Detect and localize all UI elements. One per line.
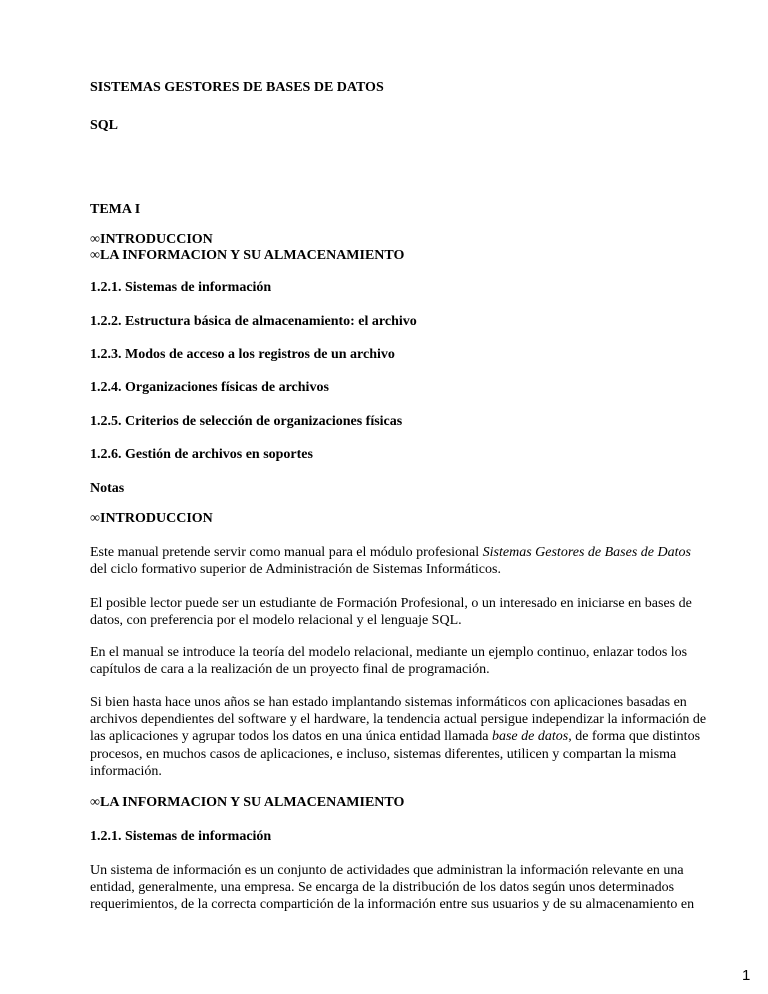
paragraph: En el manual se introduce la teoría del modelo relacional, mediante un ejemplo continuo, enlazar todos los capítulos de cara a la realización de un proyecto final de programación. <box>90 645 688 678</box>
toc-subitem[interactable]: 1.2.4. Organizaciones físicas de archivos <box>90 380 329 395</box>
paragraph: El posible lector puede ser un estudiante de Formación Profesional, o un interesado en iniciarse en bases de datos, con preferencia por el modelo relacional y el lenguaje SQL. <box>90 596 692 629</box>
bullet-icon: ∞ <box>90 795 100 810</box>
section-heading-informacion: ∞LA INFORMACION Y SU ALMACENAMIENTO <box>90 795 405 810</box>
subsection-heading: 1.2.1. Sistemas de información <box>90 829 272 844</box>
toc-item-informacion[interactable]: ∞LA INFORMACION Y SU ALMACENAMIENTO <box>90 248 405 263</box>
toc-item-introduccion[interactable]: ∞INTRODUCCION <box>90 232 213 247</box>
toc-subitem[interactable]: 1.2.5. Criterios de selección de organizaciones físicas <box>90 414 403 429</box>
page-number: 1 <box>742 967 751 984</box>
bullet-icon: ∞ <box>90 232 100 247</box>
paragraph: Un sistema de información es un conjunto de actividades que administran la información relevante en una entidad, generalmente, una empresa. Se encarga de la distribución de los datos según unos determinados requerimientos, de la correcta compartición de la información entre sus usuarios y de su almacenamiento en <box>90 863 695 913</box>
bullet-icon: ∞ <box>90 248 100 263</box>
toc-subitem[interactable]: 1.2.2. Estructura básica de almacenamiento: el archivo <box>90 314 417 329</box>
chapter-heading: TEMA I <box>90 202 141 217</box>
paragraph: Si bien hasta hace unos años se han estado implantando sistemas informáticos con aplicaciones basadas en archivos dependientes del software y el hardware, la tendencia actual persigue independizar la información de las aplicaciones y agrupar todos los datos en una única entidad llamada base de datos, de forma que distintos procesos, en muchos casos de aplicaciones, e incluso, sistemas diferentes, utilicen y compartan la misma información. <box>90 695 707 779</box>
toc-subitem[interactable]: 1.2.6. Gestión de archivos en soportes <box>90 447 313 462</box>
toc-subitem[interactable]: 1.2.1. Sistemas de información <box>90 280 272 295</box>
toc-notas[interactable]: Notas <box>90 481 125 496</box>
bullet-icon: ∞ <box>90 511 100 526</box>
document-subtitle: SQL <box>90 118 119 133</box>
document-title: SISTEMAS GESTORES DE BASES DE DATOS <box>90 80 384 95</box>
paragraph: Este manual pretende servir como manual para el módulo profesional Sistemas Gestores de Bases de Datos del ciclo formativo superior de Administración de Sistemas Informáticos. <box>90 545 691 578</box>
toc-subitem[interactable]: 1.2.3. Modos de acceso a los registros de un archivo <box>90 347 395 362</box>
section-heading-introduccion: ∞INTRODUCCION <box>90 511 213 526</box>
